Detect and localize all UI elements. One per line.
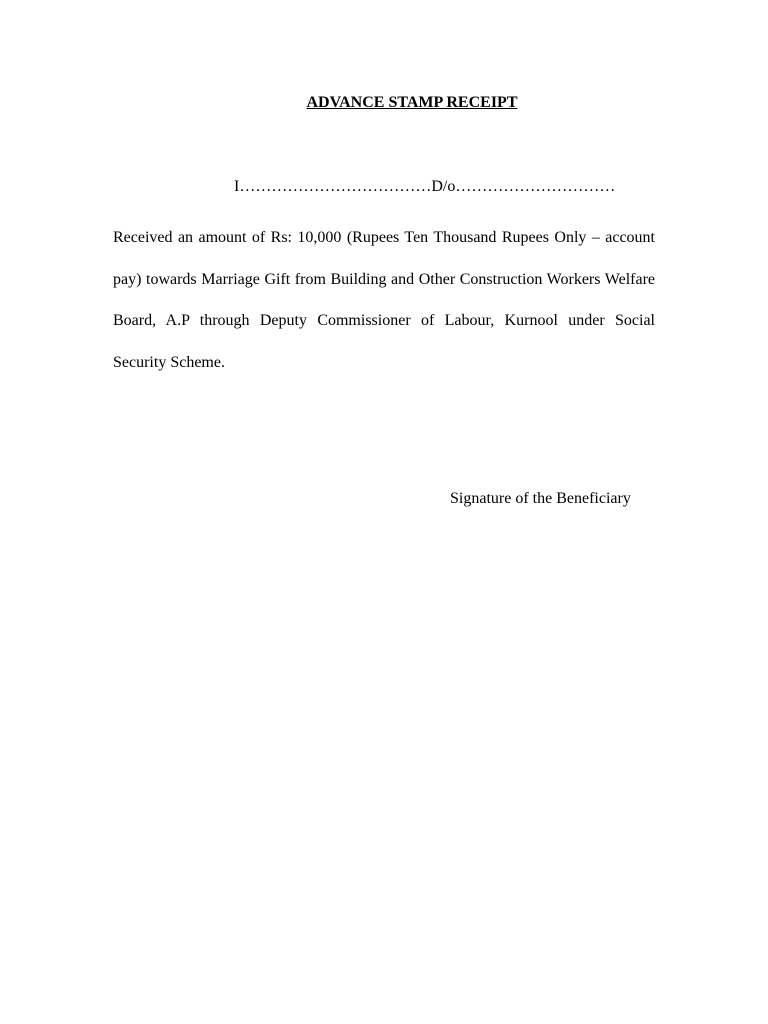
signature-label: Signature of the Beneficiary [450, 490, 631, 507]
receipt-body-text: Received an amount of Rs: 10,000 (Rupees Ten Thousand Rupees Only – account pay) towards Marriage Gift from Building and Other Construction Workers Welfare Board, A.P through Deputy Commissioner of Labour, Kurnool under Social Security Scheme. [113, 229, 655, 372]
beneficiary-name-line: I………………………………D/o………………………… [234, 178, 616, 195]
document-title: ADVANCE STAMP RECEIPT [306, 94, 518, 111]
